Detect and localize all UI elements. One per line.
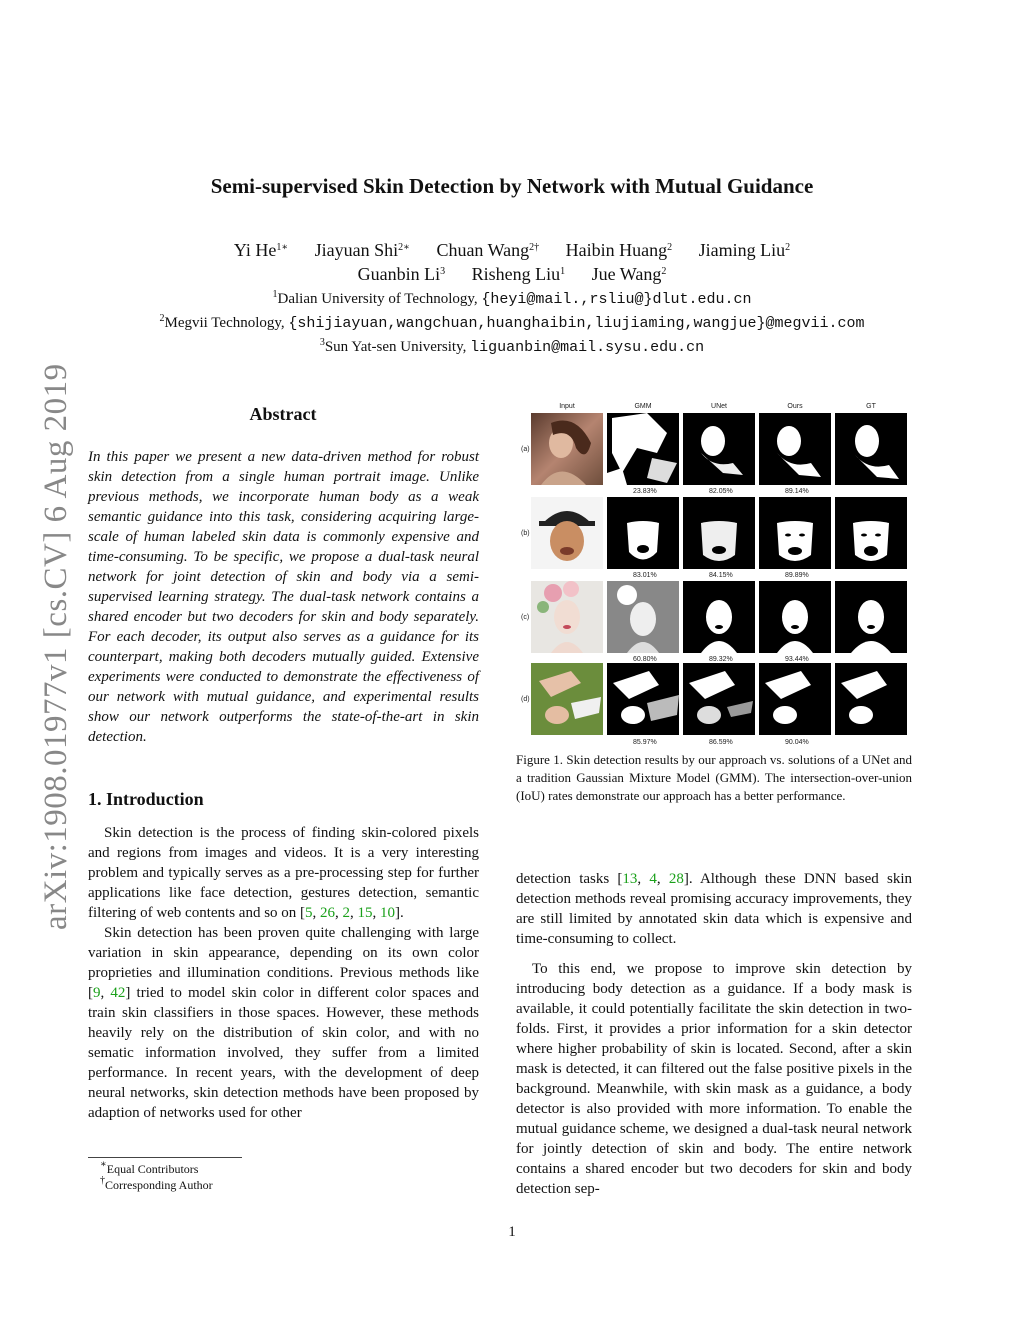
iou-value: 89.14% [785, 488, 809, 495]
iou-value: 82.05% [709, 488, 733, 495]
abstract-heading: Abstract [249, 404, 317, 424]
gt-mask [835, 581, 907, 653]
column-label: UNet [711, 403, 727, 410]
paragraph: Skin detection has been proven quite challenging with large variation in skin appearance, depending on its own color proprieties and illumination conditions. Previous methods like [9, 42] tried to model skin color in different color spaces and train skin classifiers in those spaces. However, these methods heavily rely on the distribution of skin color, and with no sematic information involved, they suffer from a limited performance. In recent years, with the development of deep neural networks, skin detection methods have been proposed by adaption of networks used for other [88, 925, 479, 1121]
row-label: (a) [521, 446, 530, 453]
author: Jiayuan Shi$^{2∗}$ [314, 240, 410, 260]
footnote: ∗Equal Contributors [100, 1159, 199, 1176]
author: Chuan Wang$^{2\dagger}$ [436, 240, 540, 260]
input-image [531, 413, 603, 485]
footnote-rule [88, 1157, 242, 1158]
iou-value: 89.89% [785, 572, 809, 579]
iou-value: 23.83% [633, 488, 657, 495]
author: Jiaming Liu$^2$ [698, 240, 791, 260]
ours-mask [759, 497, 831, 569]
affiliation-2: $^2$Megvii Technology, {shijiayuan,wangchuan,huanghaibin,liujiaming,wangjue}@megvii.com [159, 313, 865, 332]
email: {shijiayuan,wangchuan,huanghaibin,liujiaming,wangjue}@megvii.com [288, 315, 865, 332]
row-label: (c) [521, 614, 530, 621]
footnotes [100, 1161, 213, 1193]
input-image [531, 497, 603, 569]
iou-value: 93.44% [785, 656, 809, 663]
figure-caption: Figure 1. Skin detection results by our approach vs. solutions of a UNet and a tradition Gaussian Mixture Model (GMM). The intersection-over-union (IoU) rates demonstrate our approach has a better performance. [516, 752, 912, 803]
gt-mask [835, 663, 907, 735]
ours-mask [759, 413, 831, 485]
iou-value: 83.01% [633, 572, 657, 579]
gt-mask [835, 413, 907, 485]
iou-value: 85.97% [633, 739, 657, 746]
author: Risheng Liu$^1$ [471, 264, 566, 284]
gmm-mask [607, 413, 679, 485]
paragraph: Skin detection is the process of finding skin-colored pixels and regions from images and videos. It is a very interesting problem and typically serves as a pre-processing step for further applications like face detection, gestures detection, semantic filtering of web contents and so on [5, 26, 2, 15, 10]. [88, 825, 479, 921]
portrait-thumbnail [531, 497, 603, 569]
affiliation-1: $^1$Dalian University of Technology, {heyi@mail.,rsliu@}dlut.edu.cn [272, 289, 752, 308]
input-image [531, 581, 603, 653]
author: Guanbin Li$^3$ [357, 264, 446, 284]
unet-mask [683, 663, 755, 735]
email: {heyi@mail.,rsliu@}dlut.edu.cn [481, 291, 752, 308]
email: liguanbin@mail.sysu.edu.cn [470, 339, 705, 356]
ours-mask [759, 663, 831, 735]
row-label: (d) [521, 696, 530, 703]
unet-mask [683, 581, 755, 653]
gmm-mask [607, 663, 679, 735]
page-number: 1 [508, 1224, 516, 1240]
intro-right-column [516, 869, 912, 1199]
gmm-mask [607, 497, 679, 569]
column-label: GMM [634, 403, 652, 410]
author: Yi $He^{1∗}$ [233, 240, 289, 260]
abstract-text: In this paper we present a new data-driven method for robust skin detection from a single human portrait image. Unlike previous methods, we incorporate human body as a weak semantic guidance into this task, considering acquiring large-scale of human labeled skin data is commonly expensive and time-consuming. To be specific, we propose a dual-task neural network for joint detection of skin and body via a semi-supervised learning strategy. The dual-task network contains a shared encoder but two decoders for skin and body separately. For each decoder, its output also serves as a guidance for its counterpart, making both decoders mutually guided. Extensive experiments were conducted to demonstrate the effectiveness of our network with mutual guidance, and experimental results show our network outperforms the state-of-the-art in skin detection. [88, 449, 479, 745]
unet-mask [683, 413, 755, 485]
input-image [531, 663, 603, 735]
row-label: (b) [521, 530, 530, 537]
iou-value: 86.59% [709, 739, 733, 746]
iou-value: 90.04% [785, 739, 809, 746]
authors-row-2 [0, 264, 1024, 285]
footnote: †Corresponding Author [100, 1175, 213, 1192]
authors-row-1 [0, 240, 1024, 261]
figure-1 [515, 400, 915, 750]
intro-heading: 1. Introduction [88, 789, 204, 809]
author: Jue Wang$^2$ [591, 264, 667, 284]
portrait-thumbnail [531, 581, 603, 653]
column-label: Input [559, 403, 575, 410]
ours-mask [759, 581, 831, 653]
iou-value: 60.80% [633, 656, 657, 663]
iou-value: 84.15% [709, 572, 733, 579]
author: Haibin Huang$^2$ [565, 240, 673, 260]
iou-value: 89.32% [709, 656, 733, 663]
paper-title: Semi-supervised Skin Detection by Network with Mutual Guidance [210, 174, 814, 198]
portrait-thumbnail [531, 413, 603, 485]
paragraph: detection tasks [13, 4, 28]. Although these DNN based skin detection methods reveal promising accuracy improvements, they are still limited by annotated skin data which is expensive and time-consuming to collect. [516, 871, 912, 947]
unet-mask [683, 497, 755, 569]
column-label: Ours [787, 403, 803, 410]
gt-mask [835, 497, 907, 569]
portrait-thumbnail [531, 663, 603, 735]
gmm-mask [607, 581, 679, 653]
column-label: GT [866, 403, 876, 410]
arxiv-stamp: arXiv:1908.01977v1 [cs.CV] 6 Aug 2019 [38, 363, 74, 930]
affiliation-3: $^3$Sun Yat-sen University, liguanbin@mail.sysu.edu.cn [319, 337, 705, 356]
intro-left-column [88, 823, 479, 1123]
paragraph: To this end, we propose to improve skin detection by introducing body detection as a guidance. If a body mask is available, it could potentially facilitate the skin detection in two-folds. First, it provides a prior information for a skin detector where higher probability of skin is located. Second, after a skin mask is detected, it can filtered out the false positive pixels in the background. Meanwhile, with skin mask as a guidance, a body detector is also provided with more information. To enable the mutual guidance scheme, we designed a dual-task neural network for jointly detection of skin and body. The entire network contains a shared encoder but two decoders for skin and body detection sep- [516, 961, 912, 1197]
